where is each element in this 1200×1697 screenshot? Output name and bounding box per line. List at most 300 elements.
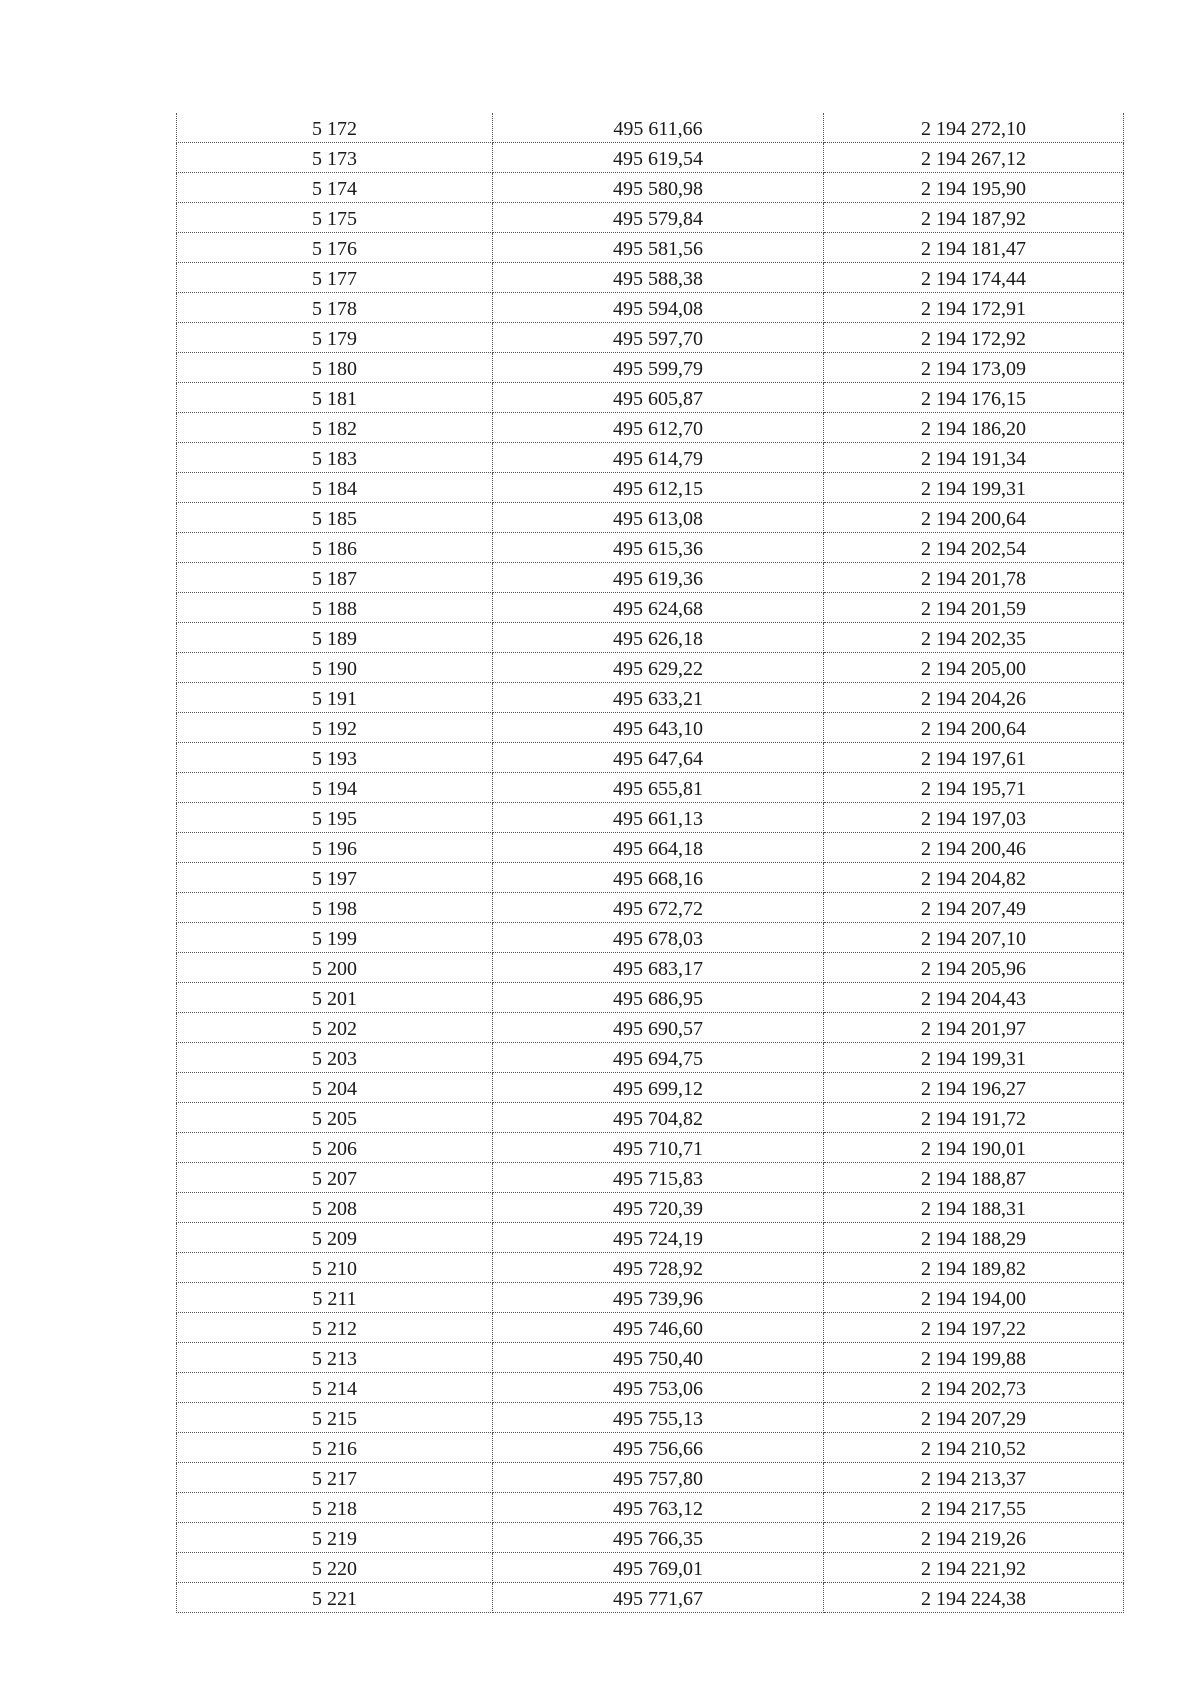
cell-text: 2 194 202,35 <box>921 628 1026 650</box>
y-coordinate-cell <box>824 1223 1124 1253</box>
table-row <box>177 803 1124 833</box>
cell-text: 495 611,66 <box>613 118 703 140</box>
table-row <box>177 353 1124 383</box>
cell-text: 5 212 <box>312 1318 357 1340</box>
y-coordinate-cell <box>824 1193 1124 1223</box>
cell-text: 5 211 <box>312 1288 357 1310</box>
cell-text: 2 194 194,00 <box>921 1288 1026 1310</box>
cell-text: 495 615,36 <box>613 538 703 560</box>
cell-text: 495 619,36 <box>613 568 703 590</box>
x-coordinate-cell <box>493 923 824 953</box>
cell-text: 495 724,19 <box>613 1228 703 1250</box>
point-number-cell <box>177 413 493 443</box>
table-row <box>177 1283 1124 1313</box>
cell-text: 5 203 <box>312 1048 357 1070</box>
cell-text: 2 194 205,96 <box>921 958 1026 980</box>
table-row <box>177 233 1124 263</box>
x-coordinate-cell <box>493 1073 824 1103</box>
y-coordinate-cell <box>824 1313 1124 1343</box>
cell-text: 2 194 210,52 <box>921 1438 1026 1460</box>
table-row <box>177 773 1124 803</box>
cell-text: 5 176 <box>312 238 357 260</box>
table-row <box>177 293 1124 323</box>
x-coordinate-cell <box>493 293 824 323</box>
cell-text: 2 194 172,92 <box>921 328 1026 350</box>
x-coordinate-cell <box>493 413 824 443</box>
cell-text: 495 655,81 <box>613 778 703 800</box>
table-row <box>177 683 1124 713</box>
cell-text: 495 710,71 <box>613 1138 703 1160</box>
cell-text: 495 581,56 <box>613 238 703 260</box>
point-number-cell <box>177 893 493 923</box>
cell-text: 5 205 <box>312 1108 357 1130</box>
x-coordinate-cell <box>493 503 824 533</box>
cell-text: 5 202 <box>312 1018 357 1040</box>
cell-text: 495 704,82 <box>613 1108 703 1130</box>
cell-text: 495 728,92 <box>613 1258 703 1280</box>
y-coordinate-cell <box>824 563 1124 593</box>
table-row <box>177 173 1124 203</box>
cell-text: 2 194 188,31 <box>921 1198 1026 1220</box>
cell-text: 495 683,17 <box>613 958 703 980</box>
x-coordinate-cell <box>493 1283 824 1313</box>
point-number-cell <box>177 1013 493 1043</box>
cell-text: 2 194 186,20 <box>921 418 1026 440</box>
x-coordinate-cell <box>493 1103 824 1133</box>
x-coordinate-cell <box>493 1553 824 1583</box>
y-coordinate-cell <box>824 683 1124 713</box>
x-coordinate-cell <box>493 683 824 713</box>
cell-text: 2 194 219,26 <box>921 1528 1026 1550</box>
point-number-cell <box>177 743 493 773</box>
table-row <box>177 1433 1124 1463</box>
cell-text: 2 194 191,72 <box>921 1108 1026 1130</box>
y-coordinate-cell <box>824 1103 1124 1133</box>
cell-text: 2 194 195,71 <box>921 778 1026 800</box>
x-coordinate-cell <box>493 743 824 773</box>
y-coordinate-cell <box>824 1253 1124 1283</box>
point-number-cell <box>177 1313 493 1343</box>
cell-text: 5 221 <box>312 1588 357 1610</box>
table-row <box>177 623 1124 653</box>
cell-text: 2 194 188,29 <box>921 1228 1026 1250</box>
cell-text: 495 643,10 <box>613 718 703 740</box>
cell-text: 5 179 <box>312 328 357 350</box>
table-row <box>177 953 1124 983</box>
x-coordinate-cell <box>493 1373 824 1403</box>
cell-text: 495 766,35 <box>613 1528 703 1550</box>
x-coordinate-cell <box>493 773 824 803</box>
x-coordinate-cell <box>493 1223 824 1253</box>
cell-text: 5 208 <box>312 1198 357 1220</box>
cell-text: 5 180 <box>312 358 357 380</box>
table-row <box>177 1133 1124 1163</box>
point-number-cell <box>177 233 493 263</box>
x-coordinate-cell <box>493 1013 824 1043</box>
cell-text: 2 194 207,29 <box>921 1408 1026 1430</box>
cell-text: 2 194 207,49 <box>921 898 1026 920</box>
x-coordinate-cell <box>493 1523 824 1553</box>
cell-text: 2 194 217,55 <box>921 1498 1026 1520</box>
cell-text: 5 210 <box>312 1258 357 1280</box>
y-coordinate-cell <box>824 143 1124 173</box>
point-number-cell <box>177 953 493 983</box>
table-row <box>177 1343 1124 1373</box>
cell-text: 5 216 <box>312 1438 357 1460</box>
cell-text: 495 647,64 <box>613 748 703 770</box>
y-coordinate-cell <box>824 113 1124 143</box>
cell-text: 2 194 224,38 <box>921 1588 1026 1610</box>
cell-text: 2 194 205,00 <box>921 658 1026 680</box>
cell-text: 495 588,38 <box>613 268 703 290</box>
table-row <box>177 473 1124 503</box>
cell-text: 2 194 272,10 <box>921 118 1026 140</box>
cell-text: 2 194 213,37 <box>921 1468 1026 1490</box>
point-number-cell <box>177 923 493 953</box>
table-row <box>177 143 1124 173</box>
cell-text: 5 174 <box>312 178 357 200</box>
point-number-cell <box>177 773 493 803</box>
cell-text: 5 173 <box>312 148 357 170</box>
x-coordinate-cell <box>493 1433 824 1463</box>
cell-text: 5 175 <box>312 208 357 230</box>
coordinates-table-body <box>177 113 1124 1613</box>
x-coordinate-cell <box>493 593 824 623</box>
cell-text: 2 194 195,90 <box>921 178 1026 200</box>
cell-text: 495 720,39 <box>613 1198 703 1220</box>
x-coordinate-cell <box>493 833 824 863</box>
cell-text: 5 199 <box>312 928 357 950</box>
y-coordinate-cell <box>824 1433 1124 1463</box>
cell-text: 5 213 <box>312 1348 357 1370</box>
table-row <box>177 413 1124 443</box>
cell-text: 495 755,13 <box>613 1408 703 1430</box>
x-coordinate-cell <box>493 443 824 473</box>
y-coordinate-cell <box>824 833 1124 863</box>
point-number-cell <box>177 293 493 323</box>
cell-text: 5 219 <box>312 1528 357 1550</box>
cell-text: 2 194 201,78 <box>921 568 1026 590</box>
cell-text: 2 194 201,97 <box>921 1018 1026 1040</box>
cell-text: 2 194 173,09 <box>921 358 1026 380</box>
cell-text: 5 198 <box>312 898 357 920</box>
x-coordinate-cell <box>493 563 824 593</box>
point-number-cell <box>177 1103 493 1133</box>
cell-text: 2 194 202,73 <box>921 1378 1026 1400</box>
y-coordinate-cell <box>824 623 1124 653</box>
x-coordinate-cell <box>493 353 824 383</box>
point-number-cell <box>177 1583 493 1613</box>
x-coordinate-cell <box>493 1463 824 1493</box>
point-number-cell <box>177 473 493 503</box>
cell-text: 495 699,12 <box>613 1078 703 1100</box>
cell-text: 495 664,18 <box>613 838 703 860</box>
point-number-cell <box>177 1373 493 1403</box>
cell-text: 5 200 <box>312 958 357 980</box>
cell-text: 495 757,80 <box>613 1468 703 1490</box>
table-row <box>177 863 1124 893</box>
y-coordinate-cell <box>824 1343 1124 1373</box>
cell-text: 2 194 207,10 <box>921 928 1026 950</box>
point-number-cell <box>177 1253 493 1283</box>
x-coordinate-cell <box>493 713 824 743</box>
y-coordinate-cell <box>824 263 1124 293</box>
table-row <box>177 203 1124 233</box>
cell-text: 495 594,08 <box>613 298 703 320</box>
x-coordinate-cell <box>493 203 824 233</box>
table-row <box>177 443 1124 473</box>
y-coordinate-cell <box>824 803 1124 833</box>
y-coordinate-cell <box>824 233 1124 263</box>
point-number-cell <box>177 1403 493 1433</box>
point-number-cell <box>177 713 493 743</box>
x-coordinate-cell <box>493 473 824 503</box>
y-coordinate-cell <box>824 713 1124 743</box>
cell-text: 2 194 221,92 <box>921 1558 1026 1580</box>
cell-text: 5 187 <box>312 568 357 590</box>
cell-text: 495 694,75 <box>613 1048 703 1070</box>
y-coordinate-cell <box>824 413 1124 443</box>
table-row <box>177 1223 1124 1253</box>
cell-text: 5 195 <box>312 808 357 830</box>
cell-text: 495 580,98 <box>613 178 703 200</box>
y-coordinate-cell <box>824 983 1124 1013</box>
point-number-cell <box>177 1523 493 1553</box>
x-coordinate-cell <box>493 1403 824 1433</box>
y-coordinate-cell <box>824 533 1124 563</box>
cell-text: 2 194 199,31 <box>921 1048 1026 1070</box>
cell-text: 495 746,60 <box>613 1318 703 1340</box>
y-coordinate-cell <box>824 1163 1124 1193</box>
table-row <box>177 1523 1124 1553</box>
table-row <box>177 1493 1124 1523</box>
cell-text: 5 196 <box>312 838 357 860</box>
y-coordinate-cell <box>824 653 1124 683</box>
cell-text: 2 194 199,88 <box>921 1348 1026 1370</box>
cell-text: 5 186 <box>312 538 357 560</box>
point-number-cell <box>177 983 493 1013</box>
table-row <box>177 983 1124 1013</box>
point-number-cell <box>177 203 493 233</box>
cell-text: 2 194 204,82 <box>921 868 1026 890</box>
cell-text: 2 194 197,03 <box>921 808 1026 830</box>
cell-text: 2 194 201,59 <box>921 598 1026 620</box>
point-number-cell <box>177 1493 493 1523</box>
point-number-cell <box>177 1463 493 1493</box>
cell-text: 495 753,06 <box>613 1378 703 1400</box>
cell-text: 2 194 172,91 <box>921 298 1026 320</box>
point-number-cell <box>177 1433 493 1463</box>
cell-text: 495 612,70 <box>613 418 703 440</box>
cell-text: 495 633,21 <box>613 688 703 710</box>
y-coordinate-cell <box>824 773 1124 803</box>
table-row <box>177 743 1124 773</box>
point-number-cell <box>177 1223 493 1253</box>
cell-text: 495 686,95 <box>613 988 703 1010</box>
y-coordinate-cell <box>824 473 1124 503</box>
table-row <box>177 1043 1124 1073</box>
cell-text: 5 181 <box>312 388 357 410</box>
cell-text: 2 194 204,43 <box>921 988 1026 1010</box>
x-coordinate-cell <box>493 623 824 653</box>
y-coordinate-cell <box>824 323 1124 353</box>
cell-text: 2 194 202,54 <box>921 538 1026 560</box>
table-row <box>177 893 1124 923</box>
y-coordinate-cell <box>824 503 1124 533</box>
point-number-cell <box>177 863 493 893</box>
y-coordinate-cell <box>824 1373 1124 1403</box>
table-row <box>177 563 1124 593</box>
y-coordinate-cell <box>824 1493 1124 1523</box>
table-row <box>177 1013 1124 1043</box>
coordinates-table <box>176 113 1124 1613</box>
cell-text: 495 690,57 <box>613 1018 703 1040</box>
y-coordinate-cell <box>824 953 1124 983</box>
y-coordinate-cell <box>824 1133 1124 1163</box>
table-row <box>177 1463 1124 1493</box>
x-coordinate-cell <box>493 1253 824 1283</box>
y-coordinate-cell <box>824 1523 1124 1553</box>
y-coordinate-cell <box>824 743 1124 773</box>
cell-text: 5 214 <box>312 1378 357 1400</box>
table-row <box>177 1193 1124 1223</box>
cell-text: 2 194 197,61 <box>921 748 1026 770</box>
point-number-cell <box>177 533 493 563</box>
point-number-cell <box>177 653 493 683</box>
cell-text: 5 206 <box>312 1138 357 1160</box>
y-coordinate-cell <box>824 203 1124 233</box>
cell-text: 495 597,70 <box>613 328 703 350</box>
cell-text: 495 739,96 <box>613 1288 703 1310</box>
cell-text: 2 194 197,22 <box>921 1318 1026 1340</box>
table-row <box>177 263 1124 293</box>
x-coordinate-cell <box>493 1493 824 1523</box>
table-row <box>177 713 1124 743</box>
y-coordinate-cell <box>824 1583 1124 1613</box>
y-coordinate-cell <box>824 863 1124 893</box>
y-coordinate-cell <box>824 893 1124 923</box>
point-number-cell <box>177 143 493 173</box>
y-coordinate-cell <box>824 293 1124 323</box>
y-coordinate-cell <box>824 1013 1124 1043</box>
table-row <box>177 1553 1124 1583</box>
cell-text: 5 197 <box>312 868 357 890</box>
cell-text: 495 769,01 <box>613 1558 703 1580</box>
point-number-cell <box>177 683 493 713</box>
cell-text: 495 661,13 <box>613 808 703 830</box>
cell-text: 5 209 <box>312 1228 357 1250</box>
x-coordinate-cell <box>493 893 824 923</box>
x-coordinate-cell <box>493 953 824 983</box>
cell-text: 2 194 189,82 <box>921 1258 1026 1280</box>
cell-text: 495 763,12 <box>613 1498 703 1520</box>
cell-text: 5 172 <box>312 118 357 140</box>
cell-text: 5 191 <box>312 688 357 710</box>
cell-text: 5 217 <box>312 1468 357 1490</box>
x-coordinate-cell <box>493 1163 824 1193</box>
cell-text: 2 194 181,47 <box>921 238 1026 260</box>
cell-text: 2 194 196,27 <box>921 1078 1026 1100</box>
table-row <box>177 533 1124 563</box>
cell-text: 5 207 <box>312 1168 357 1190</box>
table-row <box>177 653 1124 683</box>
cell-text: 495 624,68 <box>613 598 703 620</box>
y-coordinate-cell <box>824 1553 1124 1583</box>
cell-text: 2 194 174,44 <box>921 268 1026 290</box>
table-row <box>177 923 1124 953</box>
table-row <box>177 503 1124 533</box>
cell-text: 495 612,15 <box>613 478 703 500</box>
cell-text: 2 194 200,64 <box>921 718 1026 740</box>
table-row <box>177 1103 1124 1133</box>
cell-text: 2 194 200,46 <box>921 838 1026 860</box>
point-number-cell <box>177 443 493 473</box>
point-number-cell <box>177 1193 493 1223</box>
table-row <box>177 383 1124 413</box>
cell-text: 5 220 <box>312 1558 357 1580</box>
x-coordinate-cell <box>493 653 824 683</box>
x-coordinate-cell <box>493 383 824 413</box>
point-number-cell <box>177 623 493 653</box>
point-number-cell <box>177 563 493 593</box>
cell-text: 5 177 <box>312 268 357 290</box>
table-row <box>177 1253 1124 1283</box>
cell-text: 5 189 <box>312 628 357 650</box>
cell-text: 495 626,18 <box>613 628 703 650</box>
table-row <box>177 323 1124 353</box>
cell-text: 495 599,79 <box>613 358 703 380</box>
cell-text: 2 194 200,64 <box>921 508 1026 530</box>
cell-text: 5 178 <box>312 298 357 320</box>
point-number-cell <box>177 113 493 143</box>
cell-text: 495 614,79 <box>613 448 703 470</box>
y-coordinate-cell <box>824 443 1124 473</box>
cell-text: 5 193 <box>312 748 357 770</box>
cell-text: 5 192 <box>312 718 357 740</box>
cell-text: 5 184 <box>312 478 357 500</box>
cell-text: 495 678,03 <box>613 928 703 950</box>
cell-text: 5 188 <box>312 598 357 620</box>
cell-text: 5 190 <box>312 658 357 680</box>
cell-text: 495 771,67 <box>613 1588 703 1610</box>
y-coordinate-cell <box>824 923 1124 953</box>
y-coordinate-cell <box>824 353 1124 383</box>
y-coordinate-cell <box>824 1283 1124 1313</box>
table-row <box>177 593 1124 623</box>
cell-text: 495 613,08 <box>613 508 703 530</box>
cell-text: 5 215 <box>312 1408 357 1430</box>
point-number-cell <box>177 1343 493 1373</box>
y-coordinate-cell <box>824 173 1124 203</box>
cell-text: 2 194 190,01 <box>921 1138 1026 1160</box>
cell-text: 2 194 191,34 <box>921 448 1026 470</box>
point-number-cell <box>177 1073 493 1103</box>
table-row <box>177 1373 1124 1403</box>
x-coordinate-cell <box>493 1043 824 1073</box>
cell-text: 5 201 <box>312 988 357 1010</box>
x-coordinate-cell <box>493 863 824 893</box>
x-coordinate-cell <box>493 113 824 143</box>
point-number-cell <box>177 803 493 833</box>
point-number-cell <box>177 833 493 863</box>
y-coordinate-cell <box>824 1073 1124 1103</box>
table-row <box>177 113 1124 143</box>
point-number-cell <box>177 383 493 413</box>
y-coordinate-cell <box>824 383 1124 413</box>
table-row <box>177 1163 1124 1193</box>
point-number-cell <box>177 1043 493 1073</box>
x-coordinate-cell <box>493 1313 824 1343</box>
